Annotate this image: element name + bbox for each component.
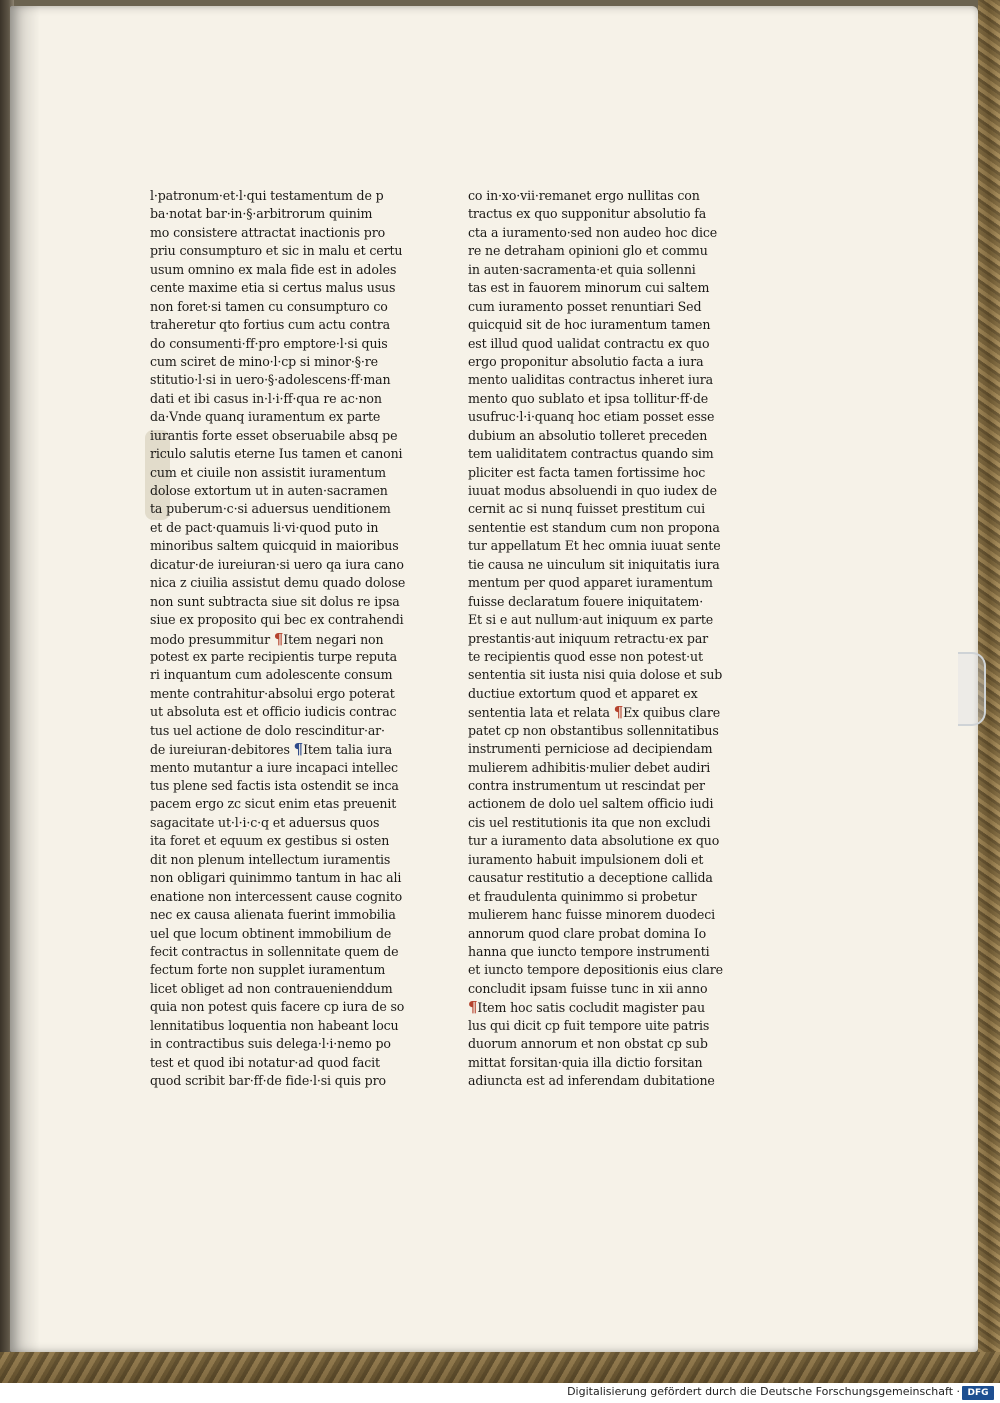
text-line: duorum annorum et non obstat cp sub bbox=[468, 1036, 708, 1052]
footer-credit: Digitalisierung gefördert durch die Deutsche Forschungsgemeinschaft · bbox=[567, 1385, 960, 1398]
text-line: riculo salutis eterne Ius tamen et canoni bbox=[150, 446, 403, 462]
text-line: cum iuramento posset renuntiari Sed bbox=[468, 298, 702, 314]
text-line: instrumenti perniciose ad decipiendam bbox=[468, 741, 713, 757]
text-line: tractus ex quo supponitur absolutio fa bbox=[468, 206, 707, 222]
text-line: mento ualiditas contractus inheret iura bbox=[468, 372, 714, 388]
text-line: tur a iuramento data absolutione ex quo bbox=[468, 833, 720, 849]
text-line: concludit ipsam fuisse tunc in xii anno bbox=[468, 980, 708, 996]
text-line: annorum quod clare probat domina Io bbox=[468, 925, 707, 941]
dfg-logo: DFG bbox=[962, 1386, 994, 1400]
text-line: do consumenti·ff·pro emptore·l·si quis bbox=[150, 335, 388, 351]
text-line: priu consumpturo et sic in malu et certu bbox=[150, 243, 403, 259]
text-line: cente maxime etia si certus malus usus bbox=[150, 280, 396, 296]
text-line: mentum per quod apparet iuramentum bbox=[468, 575, 713, 591]
right-text-column bbox=[468, 187, 723, 1090]
text-line: mente contrahitur·absolui ergo poterat bbox=[150, 685, 395, 701]
text-line: ri inquantum cum adolescente consum bbox=[150, 667, 393, 683]
text-line: cis uel restitutionis ita que non excludi bbox=[468, 814, 711, 830]
text-line: cernit ac si nunq fuisset prestitum cui bbox=[468, 501, 705, 517]
text-line: sententia sit iusta nisi quia dolose et sub bbox=[468, 667, 723, 683]
text-line: re ne detraham opinioni glo et commu bbox=[468, 243, 708, 259]
text-line: quia non potest quis facere cp iura de so bbox=[150, 999, 405, 1015]
text-line: iuuat modus absoluendi in quo iudex de bbox=[468, 483, 717, 498]
text-line: mulierem adhibitis·mulier debet audiri bbox=[468, 759, 711, 775]
page-gutter-shadow bbox=[10, 6, 40, 1352]
text-line: pliciter est facta tamen fortissime hoc bbox=[468, 464, 706, 480]
text-line: lus qui dicit cp fuit tempore uite patris bbox=[468, 1017, 710, 1033]
text-line: modo presummitur ¶Item negari non bbox=[150, 629, 384, 648]
text-line: contra instrumentum ut rescindat per bbox=[468, 778, 705, 793]
text-line: ba·notat bar·in·§·arbitrorum quinim bbox=[150, 206, 373, 222]
text-line: fectum forte non supplet iuramentum bbox=[150, 962, 386, 978]
text-line: dit non plenum intellectum iuramentis bbox=[150, 851, 391, 867]
left-text-column bbox=[150, 187, 406, 1090]
text-line: est illud quod ualidat contractu ex quo bbox=[468, 335, 710, 351]
text-line: in contractibus suis delega·l·i·nemo po bbox=[150, 1036, 391, 1052]
text-line: Et si e aut nullum·aut iniquum ex parte bbox=[468, 612, 714, 628]
text-line: mo consistere attractat inactionis pro bbox=[150, 224, 386, 240]
text-line: sagacitate ut·l·i·c·q et aduersus quos bbox=[150, 814, 380, 830]
text-line: tus plene sed factis ista ostendit se inca bbox=[150, 778, 399, 793]
text-line: mulierem hanc fuisse minorem duodeci bbox=[468, 907, 715, 923]
text-line: actionem de dolo uel saltem officio iudi bbox=[468, 796, 714, 812]
text-line: co in·xo·vii·remanet ergo nullitas con bbox=[468, 188, 700, 203]
text-line: cum sciret de mino·l·cp si minor·§·re bbox=[150, 353, 378, 369]
text-line: dicatur·de iureiuran·si uero qa iura cano bbox=[150, 556, 404, 572]
text-line: dubium an absolutio tolleret preceden bbox=[468, 427, 708, 443]
rubric-paragraph-mark-icon: ¶ bbox=[293, 740, 304, 759]
text-line: iuramento habuit impulsionem doli et bbox=[468, 851, 704, 867]
text-line: usufruc·l·i·quanq hoc etiam posset esse bbox=[468, 409, 715, 425]
text-line: patet cp non obstantibus sollennitatibus bbox=[468, 722, 719, 738]
rubric-paragraph-mark-icon: ¶ bbox=[613, 703, 624, 722]
text-line: stitutio·l·si in uero·§·adolescens·ff·man bbox=[150, 372, 391, 388]
text-line: causatur restitutio a deceptione callida bbox=[468, 870, 713, 886]
text-line: usum omnino ex mala fide est in adoles bbox=[150, 261, 397, 277]
text-line: mento mutantur a iure incapaci intellec bbox=[150, 759, 398, 775]
text-line: dati et ibi casus in·l·i·ff·qua re ac·non bbox=[150, 390, 382, 406]
text-line: quicquid sit de hoc iuramentum tamen bbox=[468, 317, 711, 333]
book-cover-bottom bbox=[0, 1352, 1000, 1383]
text-line: sententia lata et relata ¶Ex quibus clare bbox=[468, 703, 721, 722]
text-line: pacem ergo zc sicut enim etas preuenit bbox=[150, 796, 397, 812]
text-line: da·Vnde quanq iuramentum ex parte bbox=[150, 409, 381, 425]
text-line: cta a iuramento·sed non audeo hoc dice bbox=[468, 224, 718, 240]
text-line: prestantis·aut iniquum retractu·ex par bbox=[468, 630, 709, 646]
text-line: ductiue extortum quod et apparet ex bbox=[468, 685, 698, 701]
text-line: sententie est standum cum non propona bbox=[468, 519, 720, 535]
text-line: de iureiuran·debitores ¶Item talia iura bbox=[150, 740, 393, 759]
text-line: traheretur qto fortius cum actu contra bbox=[150, 317, 390, 333]
text-line: ut absoluta est et officio iudicis contrac bbox=[150, 704, 397, 720]
text-line: ta puberum·c·si aduersus uenditionem bbox=[150, 501, 391, 517]
text-line: ergo proponitur absolutio facta a iura bbox=[468, 353, 704, 369]
text-line: et de pact·quamuis li·vi·quod puto in bbox=[150, 519, 379, 535]
text-line: licet obliget ad non contrauenienddum bbox=[150, 980, 393, 996]
text-line: in auten·sacramenta·et quia sollenni bbox=[468, 261, 696, 277]
text-line: nica z ciuilia assistut demu quado dolose bbox=[150, 575, 406, 591]
text-line: fecit contractus in sollennitate quem de bbox=[150, 943, 399, 959]
text-line: siue ex proposito qui bec ex contrahendi bbox=[150, 612, 404, 628]
text-line: ¶Item hoc satis cocludit magister pau bbox=[468, 998, 705, 1017]
text-line: nec ex causa alienata fuerint immobilia bbox=[150, 907, 396, 923]
text-line: tie causa ne uinculum sit iniquitatis iura bbox=[468, 556, 720, 572]
text-line: potest ex parte recipientis turpe reputa bbox=[150, 648, 398, 664]
text-line: non foret·si tamen cu consumpturo co bbox=[150, 298, 388, 314]
text-line: tem ualiditatem contractus quando sim bbox=[468, 446, 714, 462]
rubric-paragraph-mark-icon: ¶ bbox=[273, 629, 284, 648]
text-line: tus uel actione de dolo rescinditur·ar· bbox=[150, 722, 385, 738]
text-line: te recipientis quod esse non potest·ut bbox=[468, 648, 703, 664]
text-line: et iuncto tempore depositionis eius clare bbox=[468, 962, 723, 978]
text-line: tur appellatum Et hec omnia iuuat sente bbox=[468, 538, 721, 554]
text-line: quod scribit bar·ff·de fide·l·si quis pro bbox=[150, 1073, 386, 1088]
text-line: minoribus saltem quicquid in maioribus bbox=[150, 538, 399, 554]
rubric-paragraph-mark-icon: ¶ bbox=[468, 998, 478, 1017]
text-line: test et quod ibi notatur·ad quod facit bbox=[150, 1054, 380, 1070]
text-line: uel que locum obtinent immobilium de bbox=[150, 925, 392, 941]
text-line: lennitatibus loquentia non habeant locu bbox=[150, 1017, 399, 1033]
paper-clip-icon bbox=[958, 652, 986, 726]
text-line: fuisse declaratum fouere iniquitatem· bbox=[468, 593, 704, 609]
text-line: non sunt subtracta siue sit dolus re ipsa bbox=[150, 593, 400, 609]
text-line: ita foret et equum ex gestibus si osten bbox=[150, 833, 390, 849]
text-line: iurantis forte esset obseruabile absq pe bbox=[150, 427, 398, 443]
text-line: non obligari quinimmo tantum in hac ali bbox=[150, 870, 402, 886]
text-line: dolose extortum ut in auten·sacramen bbox=[150, 483, 388, 498]
text-line: mento quo sublato et ipsa tollitur·ff·de bbox=[468, 390, 709, 406]
text-line: tas est in fauorem minorum cui saltem bbox=[468, 280, 710, 296]
text-line: hanna que iuncto tempore instrumenti bbox=[468, 943, 710, 959]
text-line: adiuncta est ad inferendam dubitatione bbox=[468, 1073, 715, 1088]
text-line: et fraudulenta quinimmo si probetur bbox=[468, 888, 697, 904]
text-line: mittat forsitan·quia illa dictio forsitan bbox=[468, 1054, 703, 1070]
text-line: cum et ciuile non assistit iuramentum bbox=[150, 464, 386, 480]
text-line: enatione non intercessent cause cognito bbox=[150, 888, 403, 904]
text-line: l·patronum·et·l·qui testamentum de p bbox=[150, 188, 384, 203]
